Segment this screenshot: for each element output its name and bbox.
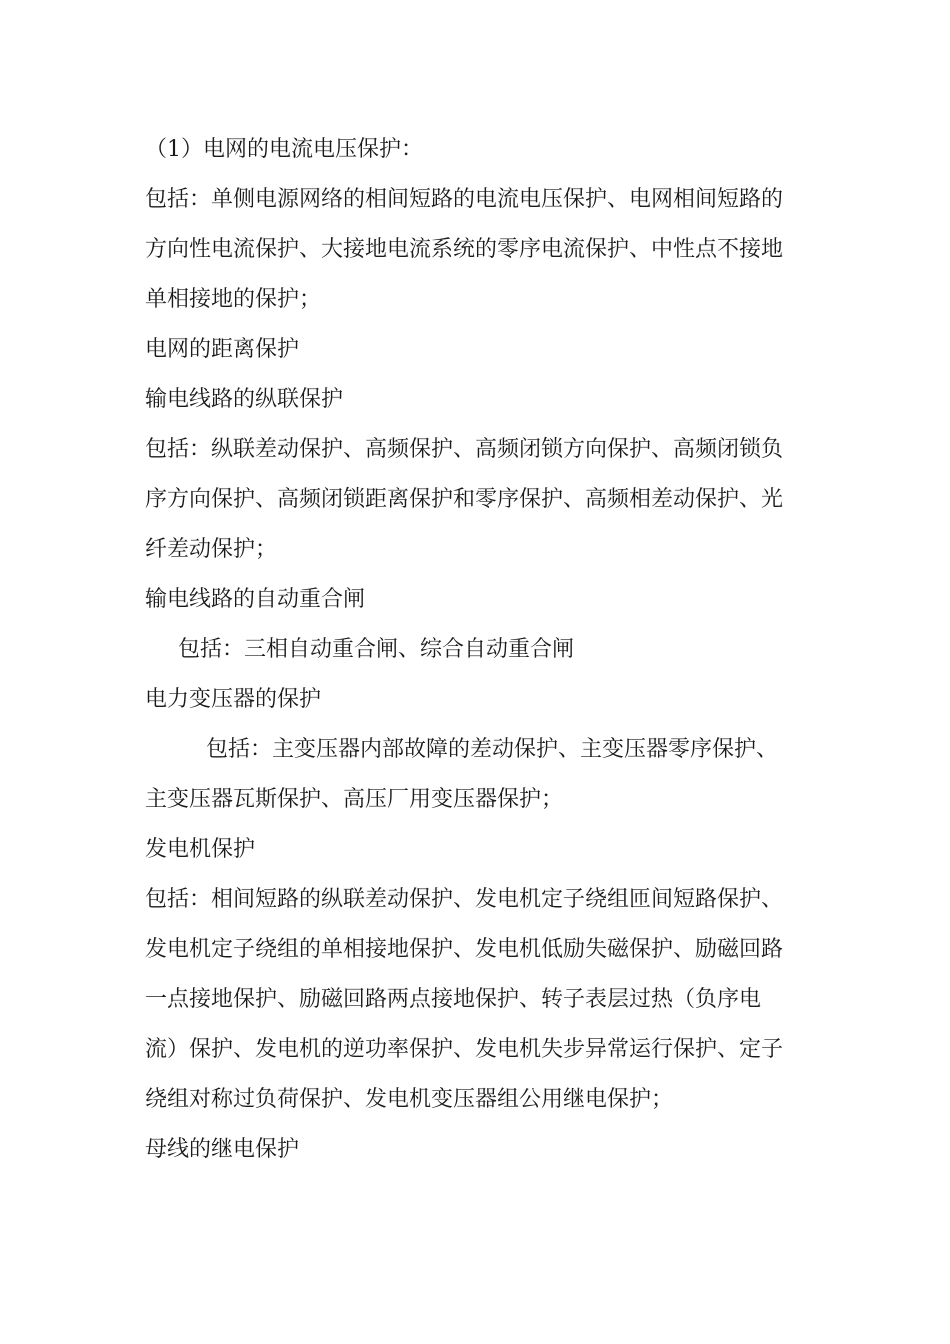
section-heading-busbar-protection: 母线的继电保护 <box>145 1137 300 1162</box>
paragraph-line: 主变压器瓦斯保护、高压厂用变压器保护； <box>145 787 564 812</box>
heading-grid-protection: （1）电网的电流电压保护： <box>145 137 423 162</box>
section-heading-generator-protection: 发电机保护 <box>145 837 256 862</box>
paragraph-line: 包括：单侧电源网络的相间短路的电流电压保护、电网相间短路的 <box>145 187 784 212</box>
section-heading-auto-reclosing: 输电线路的自动重合闸 <box>145 587 366 612</box>
paragraph-line: 纤差动保护； <box>145 537 278 562</box>
paragraph-line: 发电机定子绕组的单相接地保护、发电机低励失磁保护、励磁回路 <box>145 937 784 962</box>
paragraph-line: 流）保护、发电机的逆功率保护、发电机失步异常运行保护、定子 <box>145 1037 784 1062</box>
paragraph-line: 包括：纵联差动保护、高频保护、高频闭锁方向保护、高频闭锁负 <box>145 437 784 462</box>
section-heading-transformer-protection: 电力变压器的保护 <box>145 687 322 712</box>
paragraph-line: 包括：三相自动重合闸、综合自动重合闸 <box>178 637 575 662</box>
paragraph-line: 包括：相间短路的纵联差动保护、发电机定子绕组匝间短路保护、 <box>145 887 784 912</box>
section-heading-pilot-protection: 输电线路的纵联保护 <box>145 387 344 412</box>
paragraph-line: 单相接地的保护； <box>145 287 322 312</box>
paragraph-line: 方向性电流保护、大接地电流系统的零序电流保护、中性点不接地 <box>145 237 784 262</box>
paragraph-line: 序方向保护、高频闭锁距离保护和零序保护、高频相差动保护、光 <box>145 487 784 512</box>
paragraph-line: 一点接地保护、励磁回路两点接地保护、转子表层过热（负序电 <box>145 987 762 1012</box>
paragraph-line: 绕组对称过负荷保护、发电机变压器组公用继电保护； <box>145 1087 674 1112</box>
paragraph-line: 包括：主变压器内部故障的差动保护、主变压器零序保护、 <box>206 737 779 762</box>
section-heading-distance-protection: 电网的距离保护 <box>145 337 300 362</box>
